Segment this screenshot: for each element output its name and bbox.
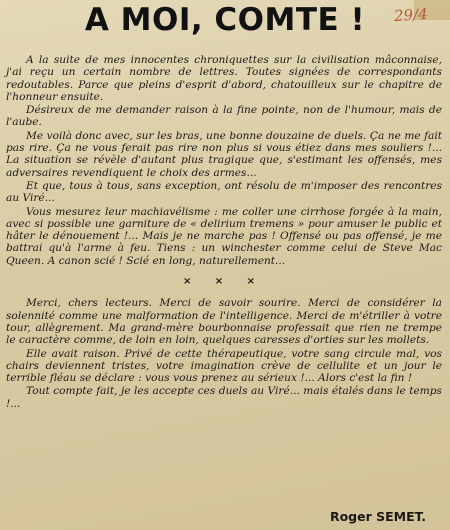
paragraph: Et que, tous à tous, sans exception, ont résolu de m'imposer des rencontres au Viré... [6,179,442,205]
paragraph: Vous mesurez leur machiavélisme : me coller une cirrhose forgée à la main, avec si possible une garniture de « delirium tremens » pour amuser le public et hâter le dénouement !... Mais je ne marche pas ! Offensé ou pas offensé, je me battrai qu'à l'arme à feu. Tiens : un winchester comme celui de Steve Mac Queen. A canon scié ! Scié en long, naturellement... [6,205,442,267]
paragraph: Elle avait raison. Privé de cette thérapeutique, votre sang circule mal, vos chairs deviennent tristes, votre imagination crève de cellulite et un jour le terrible fléau se déclare : vous vous prenez au sérieux !... Alors c'est la fin ! [6,347,442,385]
paragraph: A la suite de mes innocentes chroniquettes sur la civilisation mâconnaise, j'ai reçu un certain nombre de lettres. Toutes signées de correspondants redoutables. Parce que pleins d'esprit d'abord, chatouilleux sur le chapitre de l'honneur ensuite. [6,54,442,103]
paragraph: Merci, chers lecteurs. Merci de savoir sourire. Merci de considérer la solennité comme une malformation de l'intelligence. Merci de m'étriller à votre tour, allègrement. Ma grand-mère bourbonnaise professait que rien ne trempe le caractère comme, de loin en loin, quelques caresses d'orties sur les mollets. [6,297,442,347]
article-body [6,54,442,411]
section-separator: × × × [182,276,266,288]
author-signature: Roger SEMET. [329,509,426,524]
paragraph: Tout compte fait, je les accepte ces duels au Viré... mais étalés dans le temps !... [6,385,442,410]
article-title: A MOI, COMTE ! [84,2,366,38]
handwritten-date: 29/4 [393,4,429,26]
paragraph: Désireux de me demander raison à la fine pointe, non de l'humour, mais de l'aube. [6,104,442,129]
paragraph: Me voilà donc avec, sur les bras, une bonne douzaine de duels. Ça ne me fait pas rire. Ça ne vous ferait pas rire non plus si vous étiez dans mes souliers !... La situation se révèle d'autant plus tragique que, s'estimant les offensés, mes adversaires revendiquent le choix des armes... [6,129,442,179]
